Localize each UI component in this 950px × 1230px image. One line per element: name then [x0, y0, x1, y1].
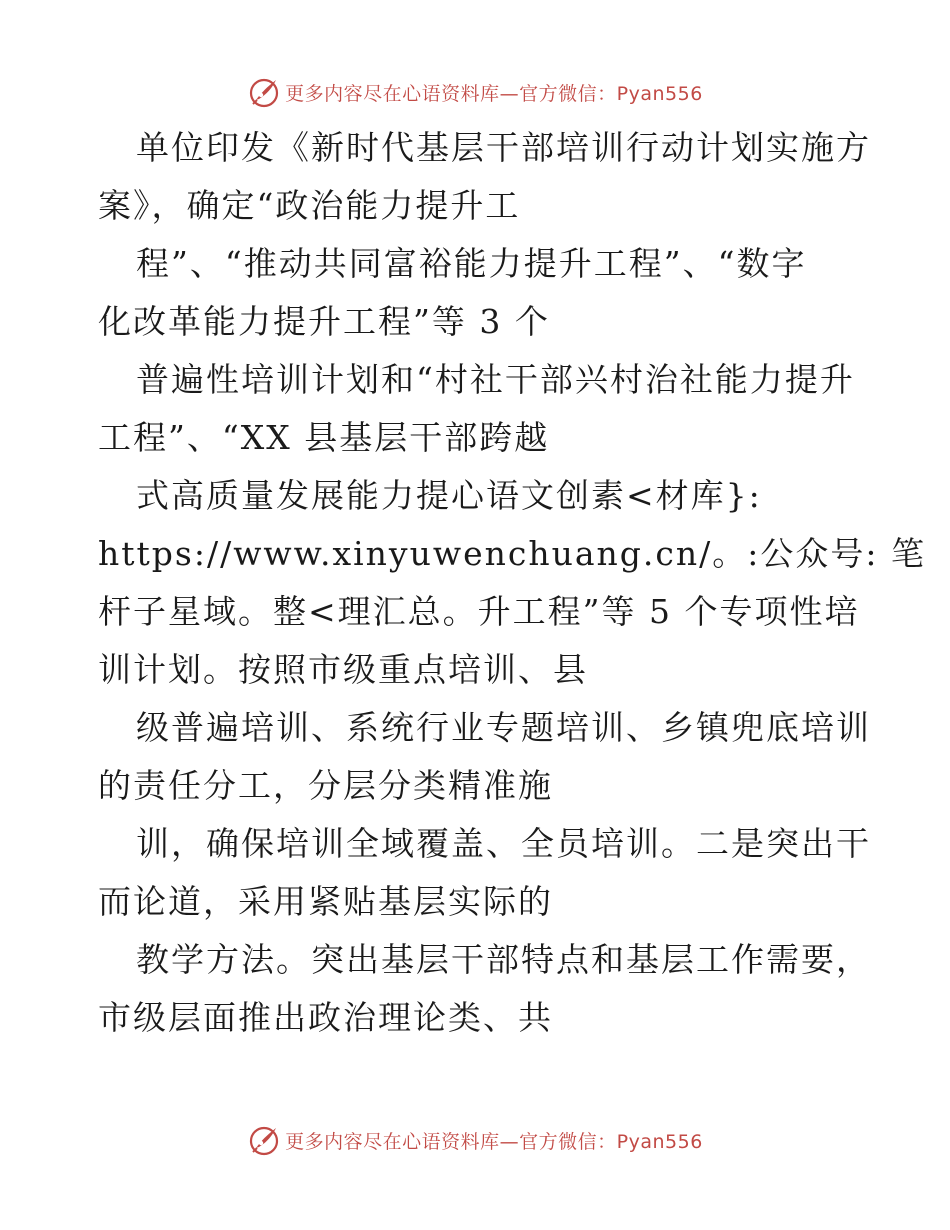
- paragraph-line-5: 普遍性培训计划和“村社干部兴村治社能力提升: [136, 360, 855, 399]
- paragraph-line-7: 式高质量发展能力提心语文创素<材库}:: [136, 476, 762, 515]
- paragraph-line-6: 工程”、“XX 县基层干部跨越: [98, 418, 550, 457]
- paragraph-line-15: 教学方法。突出基层干部特点和基层工作需要，: [136, 940, 871, 979]
- paragraph-line-1: 单位印发《新时代基层干部培训行动计划实施方: [136, 128, 871, 167]
- paragraph-line-2: 案》，确定“政治能力提升工: [98, 186, 521, 225]
- paragraph-line-3: 程”、“推动共同富裕能力提升工程”、“数字: [136, 244, 807, 283]
- paragraph-line-4: 化改革能力提升工程”等 3 个: [98, 302, 550, 341]
- document-body: [0, 120, 950, 1060]
- paragraph-line-13: 训，确保培训全域覆盖、全员培训。二是突出干: [136, 824, 871, 863]
- paragraph-line-16: 市级层面推出政治理论类、共: [98, 998, 553, 1037]
- header-watermark-banner: [0, 72, 950, 112]
- header-watermark-text: 更多内容尽在心语资料库—官方微信：Pyan556: [285, 82, 703, 105]
- footer-watermark-text: 更多内容尽在心语资料库—官方微信：Pyan556: [285, 1130, 703, 1153]
- paragraph-line-12: 的责任分工，分层分类精准施: [98, 766, 553, 805]
- paragraph-line-8: https://www.xinyuwenchuang.cn/。:公众号: 笔: [98, 534, 926, 573]
- paragraph-line-11: 级普遍培训、系统行业专题培训、乡镇兜底培训: [136, 708, 871, 747]
- paragraph-line-14: 而论道，采用紧贴基层实际的: [98, 882, 553, 921]
- quill-pen-logo-icon: [247, 1123, 281, 1157]
- quill-pen-logo-icon: [247, 75, 281, 109]
- paragraph-line-9: 杆子星域。整<理汇总。升工程”等 5 个专项性培: [98, 592, 860, 631]
- footer-watermark-banner: [0, 1120, 950, 1160]
- paragraph-line-10: 训计划。按照市级重点培训、县: [98, 650, 588, 689]
